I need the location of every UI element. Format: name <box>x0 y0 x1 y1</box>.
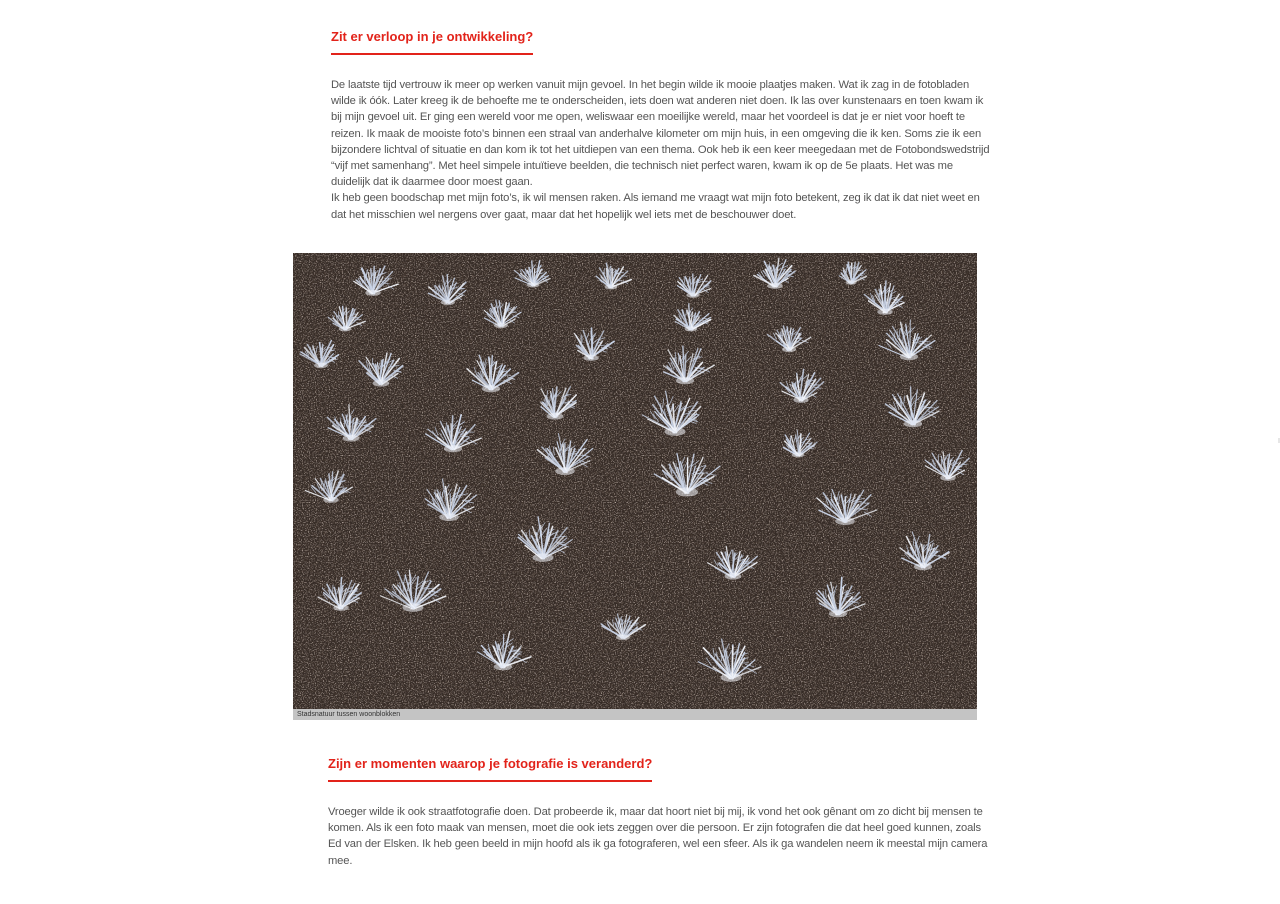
photo-caption: Stadsnatuur tussen woonblokken <box>293 709 977 720</box>
section-heading: Zit er verloop in je ontwikkeling? <box>331 28 533 55</box>
photo-figure <box>293 253 977 720</box>
section-heading: Zijn er momenten waarop je fotografie is veranderd? <box>328 755 652 782</box>
section-body <box>331 77 991 223</box>
paragraph: De laatste tijd vertrouw ik meer op werken vanuit mijn gevoel. In het begin wilde ik mooie plaatjes maken. Wat ik zag in de fotobladen wilde ik óók. Later kreeg ik de behoefte me te onderscheiden, iets doen wat anderen niet doen. Ik las over kunstenaars en toen kwam ik bij mijn gevoel uit. Er ging een wereld voor me open, weliswaar een moeilijke wereld, maar het voordeel is dat je er niet voor hoeft te reizen. Ik maak de mooiste foto’s binnen een straal van anderhalve kilometer om mijn huis, in een omgeving die ik ken. Soms zie ik een bijzondere lichtval of situatie en dan kom ik tot het uitdiepen van een thema. Ook heb ik een keer meegedaan met de Fotobondswedstrijd “vijf met samenhang”. Met heel simpele intuïtieve beelden, die technisch niet perfect waren, kwam ik op de 5e plaats. Het was me duidelijk dat ik daarmee door moest gaan. <box>331 79 990 189</box>
section-development <box>331 28 991 223</box>
photo <box>293 253 977 709</box>
section-body <box>328 804 992 869</box>
paragraph: Ik heb geen boodschap met mijn foto’s, ik wil mensen raken. Als iemand me vraagt wat mijn foto betekent, zeg ik dat ik dat niet weet en dat het misschien wel nergens over gaat, maar dat het hopelijk wel iets met de beschouwer doet. <box>331 192 980 221</box>
section-changes <box>328 755 992 869</box>
paragraph: Vroeger wilde ik ook straatfotografie doen. Dat probeerde ik, maar dat hoort niet bij mij, ik vond het ook gênant om zo dicht bij mensen te komen. Als ik een foto maak van mensen, moet die ook iets zeggen over die persoon. Er zijn fotografen die dat heel goed kunnen, zoals Ed van der Elsken. Ik heb geen beeld in mijn hoofd als ik ga fotograferen, wel een sfeer. Als ik ga wandelen neem ik meestal mijn camera mee. <box>328 806 988 867</box>
